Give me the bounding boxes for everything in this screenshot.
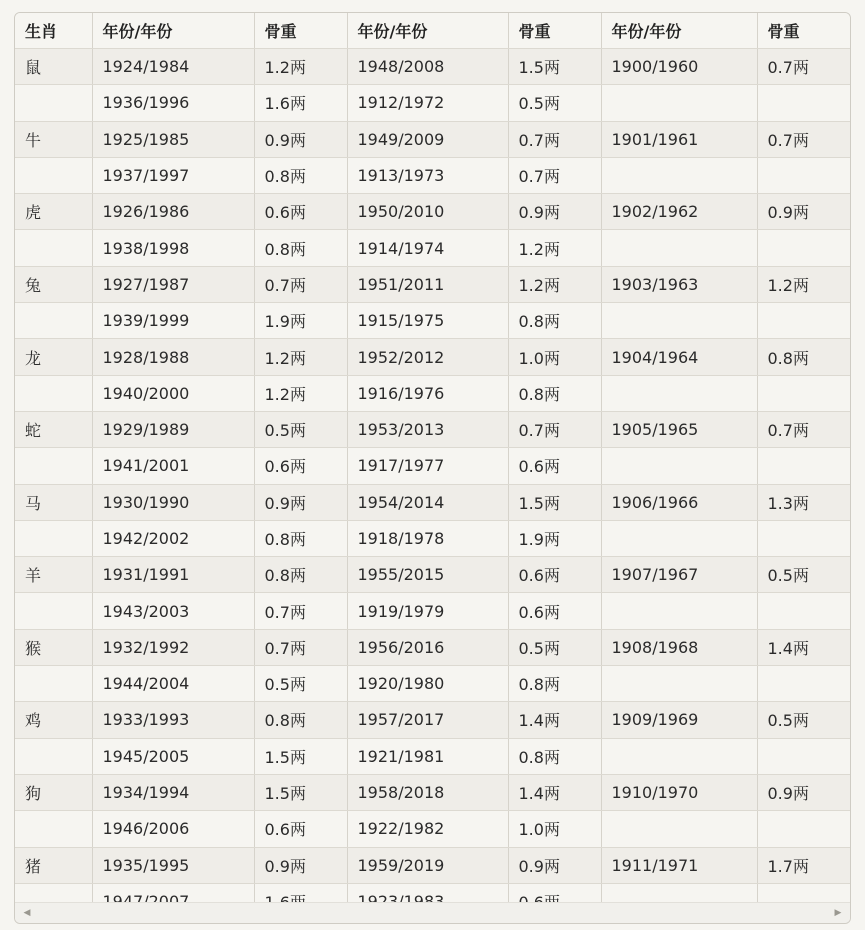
years-cell: 1908/1968	[601, 629, 757, 665]
weight-cell: 0.7两	[508, 121, 601, 157]
years-cell: 1957/2017	[347, 702, 508, 738]
weight-cell: 1.2两	[254, 375, 347, 411]
table-row	[15, 266, 850, 302]
years-cell	[601, 448, 757, 484]
weight-cell: 0.5两	[757, 557, 850, 593]
weight-cell: 0.6两	[254, 811, 347, 847]
years-cell: 1901/1961	[601, 121, 757, 157]
years-cell: 1949/2009	[347, 121, 508, 157]
weight-cell: 0.7两	[254, 593, 347, 629]
years-cell: 1906/1966	[601, 484, 757, 520]
years-cell: 1931/1991	[92, 557, 254, 593]
years-cell: 1928/1988	[92, 339, 254, 375]
zodiac-cell	[15, 448, 92, 484]
weight-cell: 0.5两	[254, 666, 347, 702]
weight-cell: 0.6两	[254, 448, 347, 484]
weight-cell: 0.8两	[757, 339, 850, 375]
table-header	[15, 13, 850, 49]
zodiac-cell: 虎	[15, 194, 92, 230]
years-cell: 1943/2003	[92, 593, 254, 629]
weight-cell: 0.9两	[508, 194, 601, 230]
weight-cell: 0.6两	[508, 593, 601, 629]
years-cell: 1932/1992	[92, 629, 254, 665]
years-cell: 1913/1973	[347, 157, 508, 193]
table-body	[15, 49, 850, 920]
years-cell	[601, 303, 757, 339]
weight-cell: 0.8两	[254, 230, 347, 266]
weight-cell: 0.7两	[508, 411, 601, 447]
weight-cell	[757, 593, 850, 629]
years-cell	[601, 593, 757, 629]
weight-cell: 1.4两	[508, 774, 601, 810]
years-cell: 1926/1986	[92, 194, 254, 230]
horizontal-scrollbar[interactable]	[15, 902, 850, 923]
weight-cell: 0.9两	[254, 484, 347, 520]
years-cell: 1912/1972	[347, 85, 508, 121]
weight-cell: 1.2两	[757, 266, 850, 302]
weight-cell: 0.5两	[757, 702, 850, 738]
years-cell: 1916/1976	[347, 375, 508, 411]
years-cell: 1911/1971	[601, 847, 757, 883]
zodiac-cell: 牛	[15, 121, 92, 157]
years-cell: 1900/1960	[601, 49, 757, 85]
header-weight-1: 骨重	[254, 13, 347, 49]
years-cell: 1959/2019	[347, 847, 508, 883]
years-cell: 1951/2011	[347, 266, 508, 302]
zodiac-cell: 龙	[15, 339, 92, 375]
years-cell: 1945/2005	[92, 738, 254, 774]
weight-cell: 0.8两	[508, 303, 601, 339]
years-cell: 1917/1977	[347, 448, 508, 484]
weight-cell: 1.2两	[508, 266, 601, 302]
weight-cell	[757, 375, 850, 411]
table-row	[15, 702, 850, 738]
years-cell: 1925/1985	[92, 121, 254, 157]
weight-cell	[757, 738, 850, 774]
weight-cell: 0.5两	[508, 629, 601, 665]
weight-cell: 0.7两	[508, 157, 601, 193]
zodiac-cell	[15, 157, 92, 193]
weight-cell: 0.6两	[508, 448, 601, 484]
zodiac-cell	[15, 375, 92, 411]
weight-cell: 1.0两	[508, 339, 601, 375]
years-cell	[601, 375, 757, 411]
weight-cell: 0.8两	[254, 157, 347, 193]
table-row	[15, 629, 850, 665]
weight-cell: 1.4两	[508, 702, 601, 738]
years-cell: 1946/2006	[92, 811, 254, 847]
weight-cell: 0.7两	[254, 629, 347, 665]
years-cell	[601, 230, 757, 266]
weight-cell: 0.8两	[508, 738, 601, 774]
weight-cell: 1.7两	[757, 847, 850, 883]
weight-cell: 1.6两	[254, 85, 347, 121]
weight-cell: 0.9两	[757, 774, 850, 810]
years-cell	[601, 666, 757, 702]
years-cell: 1935/1995	[92, 847, 254, 883]
zodiac-cell: 鸡	[15, 702, 92, 738]
zodiac-cell: 羊	[15, 557, 92, 593]
table-row	[15, 774, 850, 810]
table-row	[15, 49, 850, 85]
weight-cell: 0.6两	[254, 194, 347, 230]
years-cell: 1958/2018	[347, 774, 508, 810]
zodiac-cell: 兔	[15, 266, 92, 302]
bone-weight-table	[15, 13, 850, 920]
weight-cell	[757, 230, 850, 266]
weight-cell	[757, 157, 850, 193]
weight-cell: 0.8两	[508, 375, 601, 411]
years-cell: 1953/2013	[347, 411, 508, 447]
header-years-2: 年份/年份	[347, 13, 508, 49]
weight-cell: 1.0两	[508, 811, 601, 847]
header-zodiac: 生肖	[15, 13, 92, 49]
table-row	[15, 557, 850, 593]
zodiac-cell: 马	[15, 484, 92, 520]
weight-cell: 0.7两	[757, 121, 850, 157]
years-cell: 1919/1979	[347, 593, 508, 629]
years-cell: 1914/1974	[347, 230, 508, 266]
weight-cell: 1.9两	[508, 520, 601, 556]
weight-cell: 0.7两	[254, 266, 347, 302]
weight-cell: 0.9两	[254, 121, 347, 157]
weight-cell: 0.5两	[254, 411, 347, 447]
table-row	[15, 303, 850, 339]
years-cell: 1941/2001	[92, 448, 254, 484]
years-cell: 1936/1996	[92, 85, 254, 121]
years-cell	[601, 811, 757, 847]
weight-cell	[757, 303, 850, 339]
table-row	[15, 666, 850, 702]
weight-cell: 0.9两	[508, 847, 601, 883]
table-row	[15, 847, 850, 883]
zodiac-cell: 猴	[15, 629, 92, 665]
years-cell: 1920/1980	[347, 666, 508, 702]
years-cell	[601, 85, 757, 121]
weight-cell: 1.2两	[254, 339, 347, 375]
header-weight-3: 骨重	[757, 13, 850, 49]
weight-cell: 1.2两	[508, 230, 601, 266]
table-row	[15, 448, 850, 484]
table-row	[15, 484, 850, 520]
years-cell	[601, 520, 757, 556]
table-row	[15, 738, 850, 774]
years-cell: 1927/1987	[92, 266, 254, 302]
years-cell: 1922/1982	[347, 811, 508, 847]
table-row	[15, 375, 850, 411]
weight-cell: 0.8两	[254, 557, 347, 593]
years-cell: 1934/1994	[92, 774, 254, 810]
weight-cell: 0.8两	[254, 520, 347, 556]
weight-cell: 1.3两	[757, 484, 850, 520]
years-cell: 1905/1965	[601, 411, 757, 447]
years-cell: 1915/1975	[347, 303, 508, 339]
weight-cell: 1.4两	[757, 629, 850, 665]
table-row	[15, 85, 850, 121]
years-cell: 1956/2016	[347, 629, 508, 665]
table-row	[15, 339, 850, 375]
table-row	[15, 121, 850, 157]
weight-cell: 1.5两	[254, 738, 347, 774]
years-cell: 1938/1998	[92, 230, 254, 266]
weight-cell: 0.7两	[757, 411, 850, 447]
years-cell: 1937/1997	[92, 157, 254, 193]
bone-weight-table-container	[14, 12, 851, 924]
zodiac-cell: 鼠	[15, 49, 92, 85]
years-cell: 1942/2002	[92, 520, 254, 556]
years-cell: 1930/1990	[92, 484, 254, 520]
weight-cell: 0.9两	[757, 194, 850, 230]
weight-cell: 1.5两	[508, 484, 601, 520]
years-cell: 1921/1981	[347, 738, 508, 774]
years-cell: 1910/1970	[601, 774, 757, 810]
years-cell: 1939/1999	[92, 303, 254, 339]
zodiac-cell	[15, 738, 92, 774]
zodiac-cell: 蛇	[15, 411, 92, 447]
years-cell: 1954/2014	[347, 484, 508, 520]
scroll-left-arrow-icon[interactable]: ◀	[23, 908, 31, 918]
scroll-right-arrow-icon[interactable]: ▶	[834, 908, 842, 918]
zodiac-cell: 猪	[15, 847, 92, 883]
years-cell: 1940/2000	[92, 375, 254, 411]
years-cell	[601, 157, 757, 193]
zodiac-cell	[15, 85, 92, 121]
zodiac-cell	[15, 666, 92, 702]
table-row	[15, 230, 850, 266]
years-cell: 1955/2015	[347, 557, 508, 593]
weight-cell: 0.8两	[508, 666, 601, 702]
years-cell: 1924/1984	[92, 49, 254, 85]
years-cell: 1948/2008	[347, 49, 508, 85]
table-row	[15, 194, 850, 230]
years-cell: 1903/1963	[601, 266, 757, 302]
weight-cell: 0.7两	[757, 49, 850, 85]
weight-cell	[757, 666, 850, 702]
years-cell: 1929/1989	[92, 411, 254, 447]
header-weight-2: 骨重	[508, 13, 601, 49]
years-cell	[601, 738, 757, 774]
weight-cell	[757, 520, 850, 556]
weight-cell	[757, 85, 850, 121]
weight-cell: 1.5两	[254, 774, 347, 810]
table-row	[15, 411, 850, 447]
weight-cell: 1.5两	[508, 49, 601, 85]
weight-cell: 0.6两	[508, 557, 601, 593]
header-years-1: 年份/年份	[92, 13, 254, 49]
years-cell: 1918/1978	[347, 520, 508, 556]
years-cell: 1904/1964	[601, 339, 757, 375]
years-cell: 1950/2010	[347, 194, 508, 230]
table-row	[15, 157, 850, 193]
weight-cell	[757, 448, 850, 484]
header-row	[15, 13, 850, 49]
weight-cell: 0.8两	[254, 702, 347, 738]
table-row	[15, 520, 850, 556]
table-row	[15, 811, 850, 847]
zodiac-cell: 狗	[15, 774, 92, 810]
weight-cell	[757, 811, 850, 847]
years-cell: 1944/2004	[92, 666, 254, 702]
zodiac-cell	[15, 303, 92, 339]
years-cell: 1952/2012	[347, 339, 508, 375]
zodiac-cell	[15, 593, 92, 629]
header-years-3: 年份/年份	[601, 13, 757, 49]
table-row	[15, 593, 850, 629]
zodiac-cell	[15, 520, 92, 556]
weight-cell: 1.9两	[254, 303, 347, 339]
zodiac-cell	[15, 230, 92, 266]
years-cell: 1907/1967	[601, 557, 757, 593]
years-cell: 1933/1993	[92, 702, 254, 738]
weight-cell: 0.9两	[254, 847, 347, 883]
weight-cell: 1.2两	[254, 49, 347, 85]
weight-cell: 0.5两	[508, 85, 601, 121]
zodiac-cell	[15, 811, 92, 847]
years-cell: 1909/1969	[601, 702, 757, 738]
years-cell: 1902/1962	[601, 194, 757, 230]
